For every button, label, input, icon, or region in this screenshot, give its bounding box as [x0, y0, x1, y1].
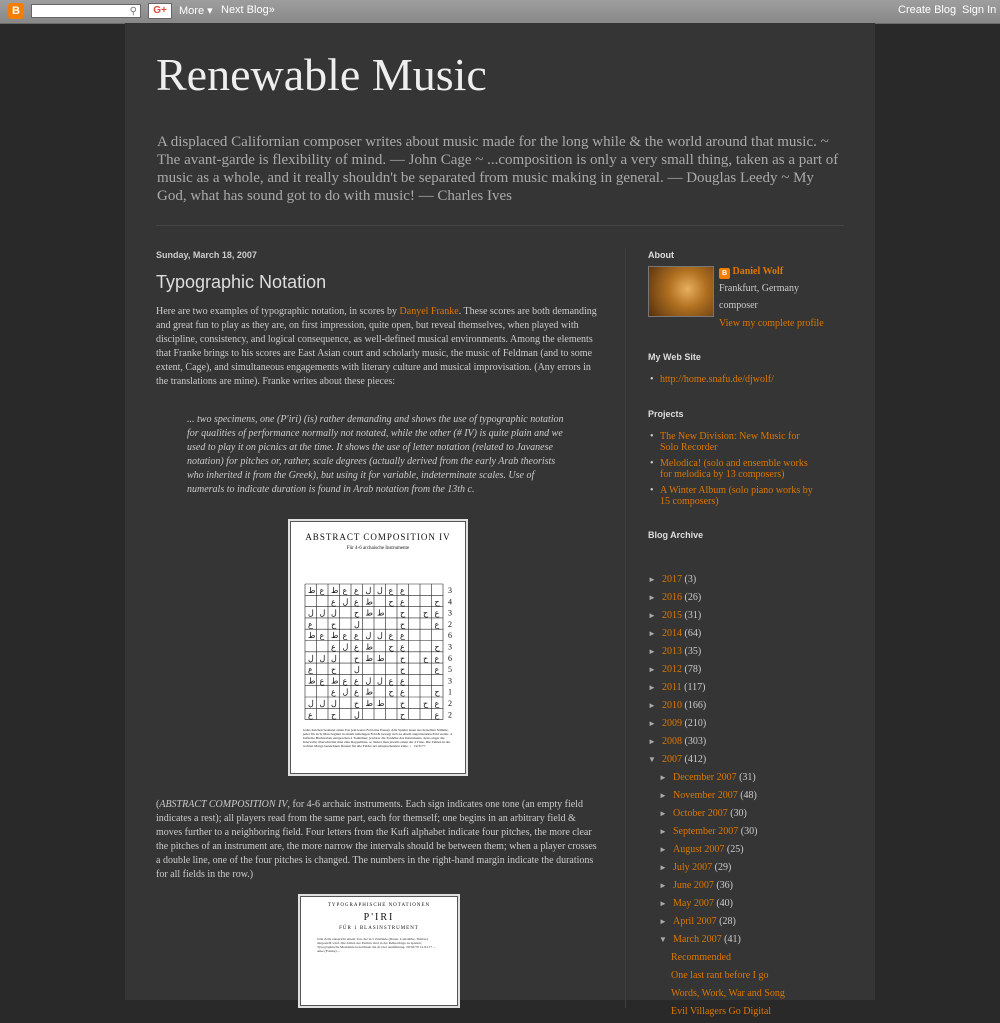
kufi-glyph: ع: [388, 631, 394, 641]
kufi-glyph: ح: [434, 597, 440, 607]
blogger-icon[interactable]: B: [8, 3, 24, 19]
kufi-glyph: ع: [400, 631, 405, 641]
kufi-glyph: ط: [365, 653, 373, 663]
score-subtitle: Für 4-6 archaische Instrumente: [346, 546, 410, 551]
kufi-glyph: ل: [319, 653, 326, 663]
score-header: TYPOGRAPHISCHE NOTATIONEN: [327, 903, 431, 908]
kufi-glyph: ع: [354, 631, 359, 641]
duration-number: 3: [448, 642, 452, 652]
archive-toggle-icon[interactable]: ►: [648, 575, 656, 584]
kufi-glyph: ع: [434, 665, 440, 675]
kufi-glyph: ط: [308, 676, 316, 686]
duration-number: 4: [448, 597, 452, 607]
archive-link[interactable]: November 2007: [673, 790, 738, 801]
blog-archive: [648, 573, 785, 1023]
kufi-glyph: ع: [400, 597, 405, 607]
blog-page: [125, 23, 875, 1017]
more-menu[interactable]: More ▾: [179, 5, 213, 17]
archive-toggle-icon[interactable]: ►: [648, 719, 656, 728]
archive-toggle-icon[interactable]: ►: [648, 593, 656, 602]
kufi-glyph: ط: [377, 699, 385, 708]
kufi-glyph: ع: [319, 586, 325, 595]
kufi-glyph: ح: [388, 642, 394, 652]
kufi-glyph: ع: [319, 676, 325, 686]
kufi-glyph: ل: [308, 653, 314, 663]
archive-link[interactable]: 2009: [662, 718, 682, 729]
kufi-glyph: ع: [434, 619, 440, 629]
archive-item: [648, 807, 785, 825]
post-text: , for 4-6 archaic instruments. Each sign indicates one tone (an empty field indicates a rest); all players read from the same part, each for themself; one begins in an arbitrary field & moves further to a neighboring field. Four letters from the Kufi alphabet indicate four pitches, the more clear the pitches of an instrument are, the more narrow the intervals should be between them; when a player crosses a double line, one of the four pitches is changed. The numbers in the right-hand margin indicate the durations for all fields in the row.): [156, 799, 597, 880]
post-date: Sunday, March 18, 2007: [156, 250, 257, 260]
blog-description: A displaced Californian composer writes about music made for the long while & the world around that music. ~ The avant-garde is flexibility of mind. — John Cage ~ ...composition is only a very small thing, taken as a part of music as a whole, and it really shouldn't be separated from music making in general. — Douglas Leedy ~ My God, what has sound got to do with music! — Charles Ives: [157, 134, 839, 204]
kufi-glyph: ل: [365, 676, 372, 686]
archive-link[interactable]: April 2007: [673, 916, 717, 927]
archive-toggle-icon[interactable]: ►: [659, 809, 667, 818]
kufi-glyph: ع: [354, 676, 359, 686]
archive-link[interactable]: 2008: [662, 736, 682, 747]
danyel-franke-link[interactable]: Danyel Franke: [399, 306, 459, 317]
duration-number: 3: [448, 586, 452, 595]
archive-toggle-icon[interactable]: ▼: [659, 935, 667, 944]
archive-toggle-icon[interactable]: ►: [659, 899, 667, 908]
kufi-glyph: ح: [400, 699, 406, 708]
kufi-glyph: ع: [400, 676, 405, 686]
archive-toggle-icon[interactable]: ►: [648, 701, 656, 710]
list-item: [660, 485, 820, 507]
list-item: [660, 458, 820, 480]
blogger-icon: B: [719, 268, 730, 279]
archive-item: [648, 609, 785, 627]
composition-title: ABSTRACT COMPOSITION IV: [159, 799, 288, 810]
score-instructions: Jedes Zeichen bedeutet einen Ton (ein leeres Feld eine Pause); Alle Spieler lesen aus derselben Stimme, jeder für sich; Man beginnt in einem beliebigen Feld & bewegt sich zu einem angrenzenden Feld weiter. 4 kufische Buchstaben entsprechen 4 Tonhöhen; je klarer die Tonhöhe des Instruments, desto enger die Intervalle; überschreitet man eine Doppellinie, so ändert man jeweils einen der 4 Töne. Die Zahlen in der rechten Marge bezeichnen Dauern für alle Felder der entsprechenden Zeile. ♩ 19/X/77: [303, 728, 452, 748]
kufi-glyph: ط: [365, 642, 373, 652]
kufi-glyph: ل: [319, 608, 326, 618]
kufi-glyph: ط: [365, 597, 373, 607]
archive-toggle-icon[interactable]: ►: [648, 611, 656, 620]
duration-number: 5: [448, 665, 452, 675]
kufi-glyph: ط: [365, 699, 373, 708]
archive-item: [648, 681, 785, 699]
archive-link[interactable]: 2014: [662, 628, 682, 639]
kufi-glyph: ح: [400, 710, 406, 720]
archive-item: [648, 879, 785, 897]
archive-item: [648, 789, 785, 807]
profile-occupation: composer: [719, 300, 758, 311]
post-text: (: [156, 799, 160, 810]
kufi-glyph: ط: [331, 586, 339, 595]
google-plus-button[interactable]: G+: [148, 3, 172, 19]
kufi-glyph: ل: [354, 710, 360, 720]
sidebar-divider: [625, 248, 626, 1008]
archive-link[interactable]: Words, Work, War and Song: [671, 988, 785, 999]
website-list: [648, 374, 774, 390]
archive-link[interactable]: One last rant before I go: [671, 970, 769, 981]
duration-number: 1: [448, 687, 452, 697]
kufi-glyph: ط: [377, 608, 385, 618]
archive-toggle-icon[interactable]: ▼: [648, 755, 656, 764]
archive-item: [648, 1005, 785, 1023]
archive-toggle-icon[interactable]: ►: [648, 629, 656, 638]
archive-count: (35): [682, 646, 702, 657]
archive-item: [648, 861, 785, 879]
archive-count: (3): [682, 574, 697, 585]
kufi-glyph: ح: [400, 608, 406, 618]
profile-photo[interactable]: [648, 266, 714, 317]
archive-count: (25): [724, 844, 744, 855]
archive-item: [648, 753, 785, 771]
post-blockquote: ... two specimens, one (P'iri) (is) rather demanding and shows the use of typographic notation for qualities of performance normally not notated, while the other (# IV) is quite plain and we used to play it on picnics at the time. It shows the use of letter notation (related to Javanese notation) for pitches or, rather, scale degrees (actually derived from the early Arab theorists who inherited it from the Greek), but using it for variable, indeterminate scales. Use of numerals to indicate duration is found in Arab notation from the 13th c.: [187, 414, 564, 495]
archive-count: (210): [682, 718, 707, 729]
archive-count: (117): [681, 682, 706, 693]
kufi-glyph: ع: [400, 687, 405, 697]
kufi-glyph: ح: [354, 608, 360, 618]
archive-count: (28): [716, 916, 736, 927]
archive-item: [648, 717, 785, 735]
archive-count: (31): [682, 610, 702, 621]
kufi-glyph: ط: [331, 676, 339, 686]
duration-number: 6: [448, 653, 452, 663]
view-profile-link[interactable]: View my complete profile: [719, 318, 824, 329]
post-text: . These scores are both demanding and great fun to play as they are, on first impression, quite open, but reveal themselves, when played with discipline, consistency, and logical consequence, as well-defined musical environments. Among the elements that Franke brings to his scores are East Asian court and scholarly music, the music of Feldman (and to some extent, Cage), and simultaneous engagements with literary culture and musical improvisation. (Any errors in the translations are mine). Franke writes about these pieces:: [156, 306, 597, 387]
archive-link[interactable]: March 2007: [673, 934, 722, 945]
create-blog-link[interactable]: Create Blog: [898, 4, 957, 16]
kufi-glyph: ع: [342, 586, 348, 595]
kufi-glyph: ع: [331, 687, 336, 697]
header-divider: [156, 225, 844, 226]
archive-item: [648, 591, 785, 609]
piri-score-image[interactable]: [300, 896, 458, 1006]
blog-title[interactable]: Renewable Music: [156, 49, 487, 100]
score-subtitle: FÜR 1 BLASINSTRUMENT: [339, 926, 419, 931]
archive-item: [648, 825, 785, 843]
archive-toggle-icon[interactable]: ►: [659, 881, 667, 890]
kufi-glyph: ل: [331, 699, 337, 708]
kufi-glyph: ع: [434, 710, 440, 720]
archive-link[interactable]: August 2007: [673, 844, 725, 855]
kufi-glyph: ل: [308, 699, 314, 708]
archive-item: [648, 933, 785, 951]
duration-number: 3: [448, 676, 452, 686]
archive-toggle-icon[interactable]: ►: [648, 665, 656, 674]
archive-link[interactable]: 2011: [662, 682, 682, 693]
kufi-glyph: ع: [308, 710, 313, 720]
project-link[interactable]: A Winter Album (solo piano works by 15 composers): [660, 485, 813, 507]
archive-item: [648, 897, 785, 915]
kufi-glyph: ع: [354, 642, 359, 652]
profile-name[interactable]: Daniel Wolf: [732, 266, 784, 277]
score-title: P'IRI: [363, 912, 395, 923]
archive-link[interactable]: September 2007: [673, 826, 739, 837]
kufi-glyph: ل: [342, 642, 349, 652]
archive-count: (64): [682, 628, 702, 639]
archive-count: (31): [736, 772, 756, 783]
archive-toggle-icon[interactable]: ►: [659, 917, 667, 926]
kufi-glyph: ح: [331, 710, 337, 720]
duration-number: 3: [448, 608, 452, 618]
archive-item: [648, 699, 785, 717]
archive-link[interactable]: 2013: [662, 646, 682, 657]
archive-count: (40): [713, 898, 734, 909]
archive-toggle-icon[interactable]: ►: [648, 647, 656, 656]
kufi-glyph: ع: [400, 586, 405, 595]
kufi-glyph: ط: [365, 687, 373, 697]
kufi-glyph: ل: [377, 676, 383, 686]
archive-item: [648, 645, 785, 663]
archive-count: (36): [713, 880, 734, 891]
archive-link[interactable]: 2017: [662, 574, 682, 585]
kufi-glyph: ع: [331, 642, 336, 652]
score-title: ABSTRACT COMPOSITION IV: [305, 532, 451, 542]
kufi-glyph: ع: [331, 597, 336, 607]
kufi-glyph: ع: [354, 597, 359, 607]
archive-link[interactable]: 2016: [662, 592, 682, 603]
kufi-glyph: ح: [331, 665, 337, 675]
kufi-glyph: ع: [434, 608, 440, 618]
website-link[interactable]: http://home.snafu.de/djwolf/: [660, 374, 774, 385]
kufi-glyph: ح: [388, 687, 394, 697]
archive-toggle-icon[interactable]: ►: [659, 773, 667, 782]
profile-name-link[interactable]: [719, 266, 783, 279]
projects-list: [648, 431, 820, 512]
kufi-glyph: ع: [388, 586, 394, 595]
archive-toggle-icon[interactable]: ►: [648, 737, 656, 746]
archive-count: (30): [738, 826, 758, 837]
kufi-glyph: ل: [331, 608, 337, 618]
kufi-glyph: ح: [400, 665, 406, 675]
blogger-navbar: [0, 0, 1000, 24]
search-input[interactable]: [31, 4, 141, 18]
archive-toggle-icon[interactable]: ►: [648, 683, 656, 692]
archive-count: (48): [737, 790, 757, 801]
archive-link[interactable]: October 2007: [673, 808, 728, 819]
duration-number: 2: [448, 710, 452, 720]
project-link[interactable]: Melodica! (solo and ensemble works for melodica by 13 composers): [660, 458, 808, 480]
kufi-glyph: ل: [319, 699, 326, 708]
kufi-glyph: ع: [400, 642, 405, 652]
archive-item: [648, 663, 785, 681]
kufi-glyph: ل: [365, 586, 372, 595]
list-item: [660, 431, 820, 453]
kufi-glyph: ح: [388, 597, 394, 607]
kufi-glyph: ط: [365, 608, 373, 618]
archive-item: [648, 915, 785, 933]
about-title: About: [648, 250, 674, 260]
duration-number: 2: [448, 699, 452, 708]
archive-count: (78): [682, 664, 702, 675]
archive-count: (29): [712, 862, 732, 873]
kufi-glyph: ل: [354, 665, 360, 675]
kufi-glyph: ح: [434, 642, 440, 652]
kufi-glyph: ط: [308, 586, 316, 595]
website-title: My Web Site: [648, 352, 701, 362]
archive-link[interactable]: Evil Villagers Go Digital: [671, 1006, 772, 1017]
score-grid: [291, 522, 467, 722]
archive-item: [648, 969, 785, 987]
archive-count: (41): [721, 934, 741, 945]
archive-link[interactable]: June 2007: [673, 880, 714, 891]
kufi-glyph: ح: [354, 699, 360, 708]
archive-count: (30): [727, 808, 747, 819]
kufi-glyph: ع: [354, 586, 359, 595]
archive-toggle-icon[interactable]: ►: [659, 863, 667, 872]
kufi-glyph: ع: [342, 631, 348, 641]
archive-item: [648, 771, 785, 789]
kufi-glyph: ع: [434, 699, 440, 708]
archive-link[interactable]: July 2007: [673, 862, 713, 873]
archive-link[interactable]: 2012: [662, 664, 682, 675]
archive-item: [648, 573, 785, 591]
kufi-glyph: ح: [423, 653, 429, 663]
archive-toggle-icon[interactable]: ►: [659, 845, 667, 854]
sign-in-link[interactable]: Sign In: [962, 4, 997, 16]
kufi-glyph: ح: [423, 608, 429, 618]
kufi-glyph: ط: [308, 631, 316, 641]
archive-item: [648, 627, 785, 645]
profile-location: Frankfurt, Germany: [719, 283, 799, 294]
archive-item: [648, 987, 785, 1005]
projects-title: Projects: [648, 409, 684, 419]
archive-toggle-icon[interactable]: ►: [659, 791, 667, 800]
archive-link[interactable]: 2015: [662, 610, 682, 621]
kufi-glyph: ح: [331, 619, 337, 629]
post-title[interactable]: Typographic Notation: [156, 272, 327, 292]
project-link[interactable]: The New Division: New Music for Solo Recorder: [660, 431, 800, 453]
archive-toggle-icon[interactable]: ►: [659, 827, 667, 836]
archive-item: [648, 951, 785, 969]
kufi-glyph: ل: [365, 631, 372, 641]
archive-count: (166): [682, 700, 707, 711]
kufi-glyph: ع: [308, 619, 313, 629]
archive-title: Blog Archive: [648, 530, 704, 540]
archive-link[interactable]: Recommended: [671, 952, 731, 963]
kufi-glyph: ط: [377, 653, 385, 663]
archive-link[interactable]: 2010: [662, 700, 682, 711]
archive-item: [648, 735, 785, 753]
kufi-glyph: ح: [423, 699, 429, 708]
kufi-glyph: ع: [388, 676, 394, 686]
list-item: [660, 374, 774, 385]
kufi-glyph: ل: [377, 586, 383, 595]
search-icon[interactable]: ⚲: [129, 6, 137, 17]
kufi-glyph: ع: [342, 676, 348, 686]
kufi-glyph: ل: [342, 687, 349, 697]
archive-link[interactable]: May 2007: [673, 898, 714, 909]
score-instructions: Jede Zeile entspricht einem Ton, der in 5 Zustände (Dauer, Lautstärke, Timbre) dargestellt wird. Die Zeilen der Partitur sind in der Reihenfolge zu spielen; Typographische Merkmale bezeichnen die Art der Ausführung. 29/XI/78 12.XI.77 ... anke (Franke) ...: [317, 937, 436, 953]
duration-number: 2: [448, 619, 452, 629]
kufi-glyph: ل: [342, 597, 349, 607]
kufi-glyph: ل: [377, 631, 383, 641]
kufi-glyph: ل: [354, 619, 360, 629]
post-paragraph-1: [156, 305, 601, 389]
kufi-glyph: ط: [331, 631, 339, 641]
kufi-glyph: ح: [434, 687, 440, 697]
archive-count: (26): [682, 592, 702, 603]
next-blog-link[interactable]: Next Blog»: [221, 4, 275, 16]
archive-count: (303): [682, 736, 707, 747]
kufi-glyph: ل: [308, 608, 314, 618]
archive-link[interactable]: 2007: [662, 754, 682, 765]
archive-item: [648, 843, 785, 861]
kufi-glyph: ح: [354, 653, 360, 663]
archive-link[interactable]: December 2007: [673, 772, 737, 783]
kufi-glyph: ع: [354, 687, 359, 697]
duration-number: 6: [448, 631, 452, 641]
kufi-glyph: ح: [400, 619, 406, 629]
post-text: Here are two examples of typographic notation, in scores by: [156, 306, 400, 317]
kufi-glyph: ع: [319, 631, 325, 641]
kufi-glyph: ل: [331, 653, 337, 663]
archive-count: (412): [682, 754, 707, 765]
kufi-glyph: ع: [434, 653, 440, 663]
kufi-glyph: ع: [308, 665, 313, 675]
kufi-glyph: ح: [400, 653, 406, 663]
post-paragraph-2: [156, 798, 601, 882]
abstract-composition-score-image[interactable]: [290, 521, 466, 774]
